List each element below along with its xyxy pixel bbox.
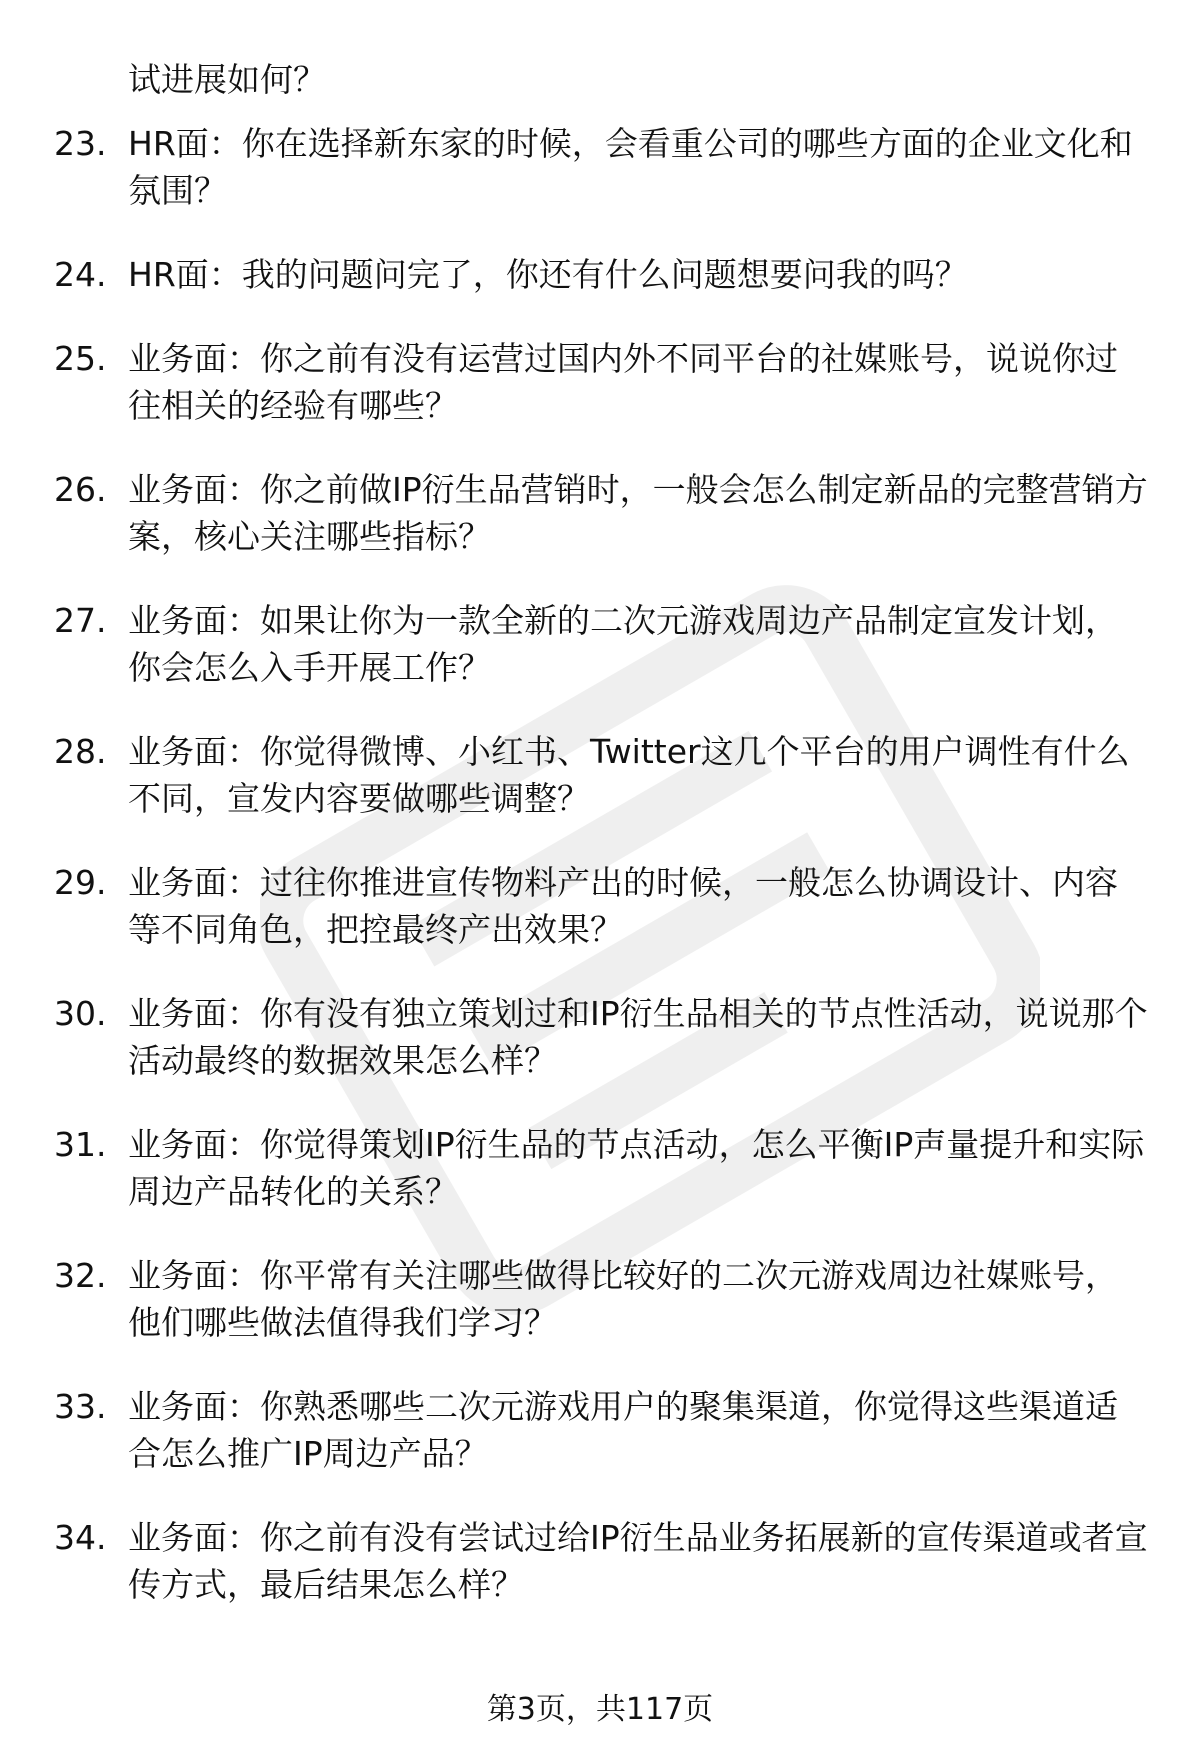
question-item	[0, 466, 1148, 560]
question-number: 23.	[54, 124, 107, 163]
question-number: 27.	[54, 601, 107, 640]
question-item	[0, 1121, 1148, 1215]
question-list	[0, 120, 1200, 1645]
question-item	[0, 859, 1148, 953]
question-text: 业务面：你觉得微博、小红书、Twitter这几个平台的用户调性有什么不同，宣发内容要做哪些调整？	[128, 732, 1130, 818]
question-number: 31.	[54, 1125, 107, 1164]
question-item	[0, 1383, 1148, 1477]
question-item	[0, 251, 1148, 298]
question-number: 30.	[54, 994, 107, 1033]
question-number: 25.	[54, 339, 107, 378]
question-text: HR面：我的问题问完了，你还有什么问题想要问我的吗？	[128, 255, 968, 294]
question-item	[0, 120, 1148, 214]
question-item	[0, 1252, 1148, 1346]
question-text: 业务面：如果让你为一款全新的二次元游戏周边产品制定宣发计划，你会怎么入手开展工作？	[128, 601, 1118, 687]
question-number: 32.	[54, 1256, 107, 1295]
question-number: 29.	[54, 863, 107, 902]
question-item	[0, 990, 1148, 1084]
question-item	[0, 728, 1148, 822]
question-number: 34.	[54, 1518, 107, 1557]
question-number: 26.	[54, 470, 107, 509]
question-item	[0, 335, 1148, 429]
question-number: 28.	[54, 732, 107, 771]
question-text: 业务面：你之前有没有运营过国内外不同平台的社媒账号，说说你过往相关的经验有哪些？	[128, 339, 1118, 425]
question-text: 业务面：你平常有关注哪些做得比较好的二次元游戏周边社媒账号，他们哪些做法值得我们学习？	[128, 1256, 1118, 1342]
question-text: 业务面：你之前有没有尝试过给IP衍生品业务拓展新的宣传渠道或者宣传方式，最后结果怎么样？	[128, 1518, 1148, 1604]
question-item	[0, 597, 1148, 691]
question-text: 业务面：过往你推进宣传物料产出的时候，一般怎么协调设计、内容等不同角色，把控最终产出效果？	[128, 863, 1118, 949]
question-text: 业务面：你之前做IP衍生品营销时，一般会怎么制定新品的完整营销方案，核心关注哪些指标？	[128, 470, 1148, 556]
question-text: HR面：你在选择新东家的时候，会看重公司的哪些方面的企业文化和氛围？	[128, 124, 1133, 210]
question-item	[0, 1514, 1148, 1608]
question-text: 业务面：你熟悉哪些二次元游戏用户的聚集渠道，你觉得这些渠道适合怎么推广IP周边产品？	[128, 1387, 1118, 1473]
continuation-text: 试进展如何？	[128, 60, 326, 99]
page-footer: 第3页，共117页	[486, 1692, 714, 1727]
question-number: 24.	[54, 255, 107, 294]
question-text: 业务面：你觉得策划IP衍生品的节点活动，怎么平衡IP声量提升和实际周边产品转化的关系？	[128, 1125, 1145, 1211]
question-number: 33.	[54, 1387, 107, 1426]
question-text: 业务面：你有没有独立策划过和IP衍生品相关的节点性活动，说说那个活动最终的数据效果怎么样？	[128, 994, 1148, 1080]
